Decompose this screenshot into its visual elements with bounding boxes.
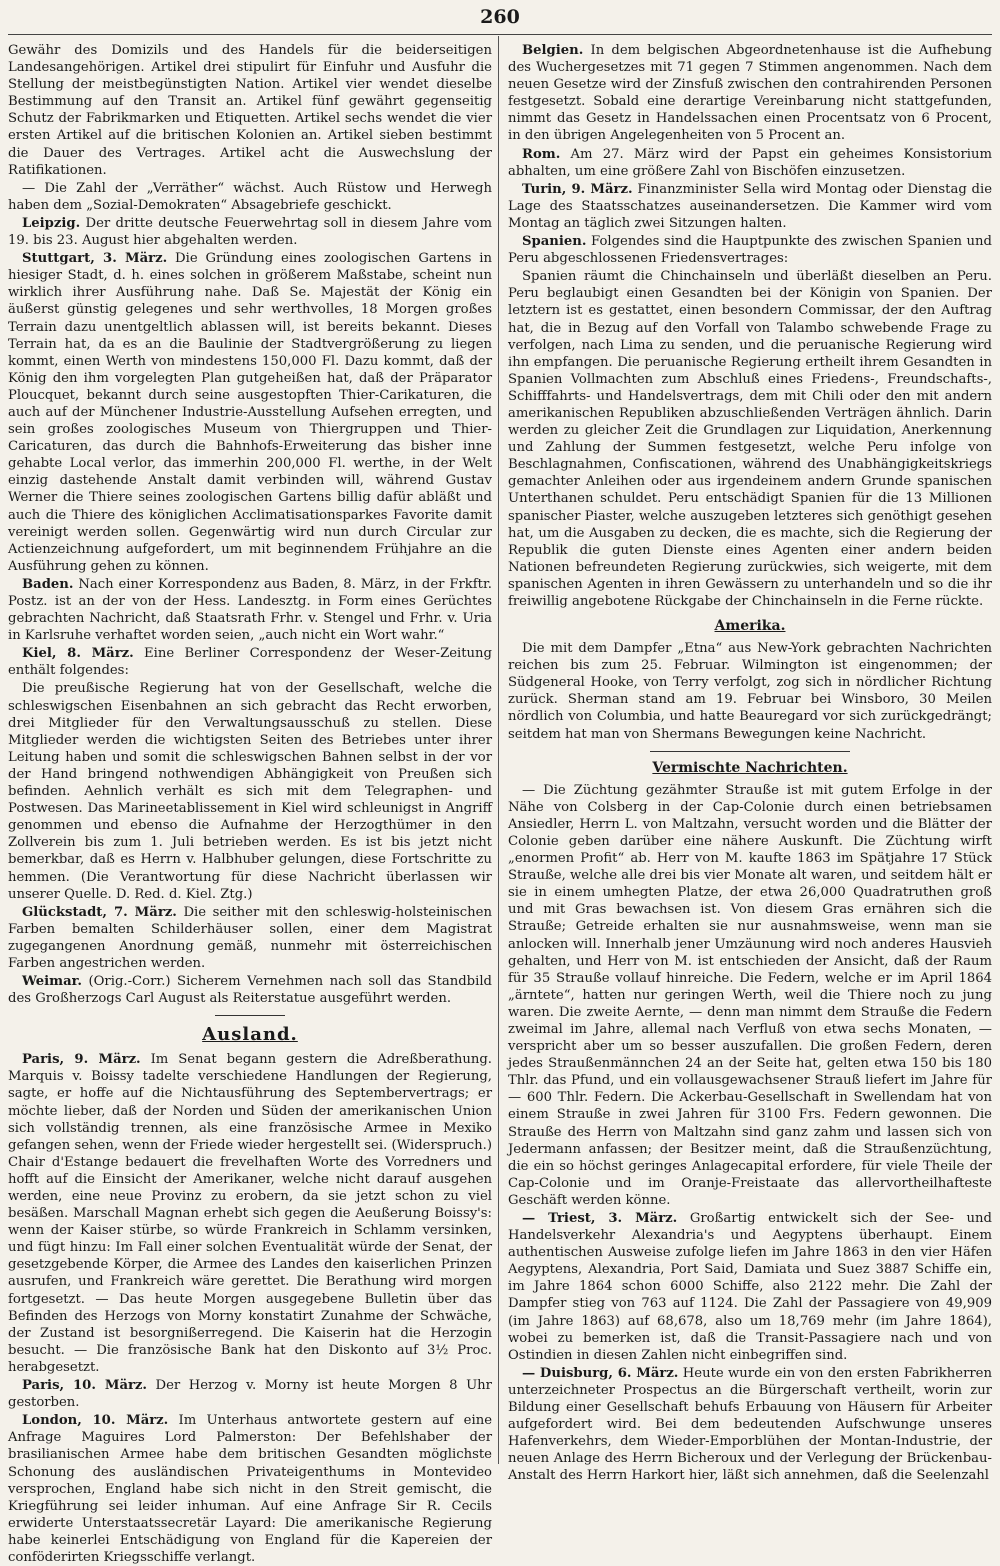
dateline-weimar: Weimar. bbox=[22, 974, 82, 990]
article-leipzig bbox=[8, 215, 492, 249]
glueckstadt-text: Die seither mit den schleswig-holsteinischen Farben bemalten Schilderhäuser sollen, einer dem Magistrat zugegangenen Anordnung gemäß, nunmehr mit österreichischen Farben angestrichen werden. bbox=[8, 904, 492, 971]
dateline-baden: Baden. bbox=[22, 576, 74, 592]
paris-1-text: Im Senat begann gestern die Adreßberathung. Marquis v. Boissy tadelte verschiedene Handlungen der Regierung, sagte, er hoffe auf die Nichtausführung des Septembervertrags; er möchte lieber, daß der Norden und Süden der amerikanischen Union sich vollständig trennen, als eine französische Armee in Mexiko gefangen sehen, wenn der Friede wieder hergestellt sei. (Widerspruch.) Chair d'Estange bedauert die frevelhaften Worte des Vorredners und hofft auf die Einsicht der Amerikaner, welche nicht darauf ausgehen werden, eine neue Provinz zu erobern, da sie jetzt schon zu viel besäßen. Marschall Magnan erhebt sich gegen die Aeußerung Boissy's: wenn der Kaiser stürbe, so würde Frankreich in Schlamm versinken, und fügt hinzu: Im Fall einer solchen Eventualität würde der Senat, der gesetzgebende Körper, die Armee des Landes den kaiserlichen Prinzen ausrufen, und Frankreich wäre gerettet. Die Berathung wird morgen fortgesetzt. — Das heute Morgen ausgegebene Bulletin über das Befinden des Herzogs von Morny konstatirt Zunahme der Schwäche, der Zustand ist besorgnißerregend. Die Kaiserin hat die Herzogin besucht. — Die französische Bank hat den Diskonto auf 3½ Proc. herabgesetzt. bbox=[8, 1052, 492, 1375]
heading-amerika: Amerika. bbox=[714, 618, 786, 635]
baden-text: Nach einer Korrespondenz aus Baden, 8. März, in der Frkftr. Postz. ist an der von der Hess. Landesztg. in Form eines Gerüchtes gebrachten Nachricht, daß Staatsrath Frhr. v. Stengel und Frhr. v. Uria in Karlsruhe verhaftet worden seien, „auch nicht ein Wort wahr.“ bbox=[8, 576, 492, 644]
kiel-quote: Die preußische Regierung hat von der Gesellschaft, welche die schleswigschen Eisenbahnen an sich gebracht das Recht erworben, drei Mitglieder für den Verwaltungsausschuß zu stellen. Diese Mitglieder werden die wichtigsten Seiten des Betriebes unter ihrer Leitung haben und somit die schleswigschen Bahnen selbst in der vor der Hand bringend nothwendigen Abhängigkeit von Preußen sich befinden. Aehnlich verhält es sich mit dem Telegraphen- und Postwesen. Das Marineetablissement in Kiel wird schleunigst in Angriff genommen und ebenso die Aufnahme der Herzogthümer in den Zollverein bis zum 1. Juli betrieben werden. Es ist bis jetzt nicht bemerkbar, daß es Herrn v. Halbhuber gelungen, diese Fortschritte zu hemmen. (Die Verantwortung für diese Nachricht überlassen wir unserer Quelle. D. Red. d. Kiel. Ztg.) bbox=[8, 681, 492, 902]
article-duisburg bbox=[508, 1365, 992, 1485]
weimar-text: (Orig.-Corr.) Sicherem Vernehmen nach soll das Standbild des Großherzogs Carl August als Reiterstatue ausgeführt werden. bbox=[8, 974, 492, 1007]
dateline-rom: Rom. bbox=[522, 146, 561, 162]
left-column bbox=[8, 42, 492, 1565]
article-belgien bbox=[508, 42, 992, 145]
dateline-triest: — Triest, 3. März. bbox=[522, 1211, 678, 1226]
article-amerika: Die mit dem Dampfer „Etna“ aus New-York gebrachten Nachrichten reichen bis zum 25. Februar. Wilmington ist eingenommen; der Südgeneral Hooke, von Terry verfolgt, zog sich in nördlicher Richtung zurück. Sherman stand am 19. Februar bei Winsboro, 30 Meilen nördlich von Columbia, und hatte Beauregard vor sich zurückgedrängt; seitdem hat man von Shermans Bewegungen keine Nachricht. bbox=[508, 641, 992, 742]
article-rom bbox=[508, 146, 992, 180]
london-text: Im Unterhaus antwortete gestern auf eine Anfrage Maguires Lord Palmerston: Der Befehlshaber der brasilianischen Armee habe dem britischen Gesandten möglichste Schonung des ausländischen Privateigenthums in Montevideo versprochen, England habe sich nicht in den Streit gemischt, die Kriegführung sei leider inhuman. Auf eine Anfrage Sir R. Cecils erwiderte Unterstaatssecretär Layard: Die amerikanische Regierung habe keinerlei Entschädigung von England für die Kapereien der conföderirten Kriegsschiffe verlangt. bbox=[8, 1413, 492, 1565]
verraether-paragraph: — Die Zahl der „Verräther“ wächst. Auch Rüstow und Herwegh haben dem „Sozial-Demokraten“ Absagebriefe geschickt. bbox=[8, 180, 492, 213]
section-separator-right bbox=[650, 751, 850, 752]
duisburg-text: Heute wurde ein von den ersten Fabrikherren unterzeichneter Prospectus an die Bürgerschaft vertheilt, worin zur Bildung einer Gesellschaft behufs Erbauung von Häusern für Arbeiter aufgefordert wird. Bei dem bedeutenden Aufschwunge unseres Hafenverkehrs, dem Wieder-Emporblühen der Montan-Industrie, der neuen Anlage des Herrn Bicheroux und der Verlegung der Brückenbau-Anstalt des Herrn Harkort hier, läßt sich annehmen, daß die Seelenzahl bbox=[508, 1365, 992, 1484]
article-paris-2 bbox=[8, 1377, 492, 1411]
column-divider bbox=[498, 36, 499, 1464]
dateline-glueckstadt: Glückstadt, 7. März. bbox=[22, 904, 177, 920]
article-paris-1 bbox=[8, 1051, 492, 1376]
treaty-articles-paragraph: Gewähr des Domizils und des Handels für die beiderseitigen Landesangehörigen. Artikel drei stipulirt für Einfuhr und Ausfuhr die Stellung der meistbegünstigten Nation. Artikel vier wendet dieselbe Bestimmung auf den Transit an. Artikel fünf gewährt gegenseitig Schutz der Fabrikmarken und Etiquetten. Artikel sechs wendet die vier ersten Artikel auf die britischen Kolonien an. Artikel sieben bestimmt die Dauer des Vertrages. Artikel acht die Auswechslung der Ratifikationen. bbox=[8, 43, 492, 178]
turin-text: Finanzminister Sella wird Montag oder Dienstag die Lage des Staatsschatzes auseinandersetzen. Die Kammer wird vom Montag an täglich zwei Sitzungen halten. bbox=[508, 181, 992, 231]
article-weimar bbox=[8, 973, 492, 1007]
dateline-belgien: Belgien. bbox=[522, 43, 584, 58]
dateline-paris-1: Paris, 9. März. bbox=[22, 1052, 141, 1068]
dateline-stuttgart: Stuttgart, 3. März. bbox=[22, 251, 168, 267]
dateline-leipzig: Leipzig. bbox=[22, 215, 81, 231]
dateline-turin: Turin, 9. März. bbox=[522, 181, 633, 197]
stuttgart-text: Die Gründung eines zoologischen Gartens in hiesiger Stadt, d. h. eines solchen in größerem Maßstabe, scheint nun wirklich ihrer Ausführung nahe. Daß Se. Majestät der König ein äußerst günstig gelegenes und sehr werthvolles, 18 Morgen großes Terrain dazu unentgeltlich ablassen will, ist bereits bekannt. Dieses Terrain hat, da es an die Baulinie der Stadtvergrößerung zu liegen kommt, einen Werth von mindestens 150,000 Fl. Dazu kommt, daß der König den ihm vorgelegten Plan gutgeheißen hat, daß der Präparator Ploucquet, bekannt durch seine ausgestopften Thier-Carikaturen, die auch auf der Münchener Industrie-Ausstellung Aufsehen erregten, und sein großes zoologisches Museum von Thiergruppen und Thier-Caricaturen, das durch die Bahnhofs-Erweiterung das bisher inne gehabte Local verlor, das immerhin 200,000 Fl. werthe, in der Welt einzig dastehende Anstalt damit verbinden will, während Gustav Werner die Thiere seines zoologischen Gartens billig dafür abläßt und auch die Thiere des königlichen Acclimatisationsparkes Favorite damit vereinigt werden sollen. Gegenwärtig wird nun durch Circular zur Actienzeichnung aufgefordert, um mit beginnendem Frühjahre an die Ausführung gehen zu können. bbox=[8, 251, 492, 574]
belgien-text: In dem belgischen Abgeordnetenhause ist die Aufhebung des Wuchergesetzes mit 71 gegen 7 Stimmen angenommen. Nach dem neuen Gesetze wird der Zinsfuß zwischen den contrahirenden Personen festgesetzt. Sobald eine derartige Vereinbarung nicht stattgefunden, nimmt das Gesetz in Handelssachen einen Procentsatz von 6 Procent, in den übrigen Angelegenheiten von 5 Procent an. bbox=[508, 43, 992, 144]
article-turin bbox=[508, 181, 992, 232]
article-glueckstadt bbox=[8, 904, 492, 972]
dateline-kiel: Kiel, 8. März. bbox=[22, 646, 134, 662]
spanien-quote: Spanien räumt die Chinchainseln und überläßt dieselben an Peru. Peru beglaubigt einen Gesandten bei der Königin von Spanien. Der letztern ist es gestattet, einen besondern Commissar, der den Auftrag hat, die in Bezug auf den Vorfall von Talambo schwebende Frage zu verfolgen, nach Lima zu senden, und die peruanische Regierung wird ihn empfangen. Die peruanische Regierung ertheilt ihrem Gesandten in Spanien Vollmachten zum Abschluß eines Friedens-, Freundschafts-, Schifffahrts- und Handelsvertrags, dem mit Chili oder den mit andern amerikanischen Republiken abzuschließenden Verträgen ähnlich. Darin werden zu gleicher Zeit die Grundlagen zur Liquidation, Anerkennung und Zahlung der Summen festgesetzt, welche Peru infolge von Beschlagnahmen, Confiscationen, während des Unabhängigkeitskriegs gemachter Anleihen oder aus irgendeinem andern Grunde spanischen Unterthanen schuldet. Peru entschädigt Spanien für die 13 Millionen spanischer Piaster, welche auszugeben letzteres sich genöthigt gesehen hat, um die Ausgaben zu decken, die es machte, sich die Regierung der Republik die guten Dienste eines Agenten einer andern beiden Nationen befreundeten Regierung zurückwies, sich weigerte, mit dem spanischen Agenten in ihren Gewässern zu unterhandeln und so die ihr freiwillig angebotene Rückgabe der Chinchainseln in die Ferne rückte. bbox=[508, 269, 992, 609]
page-number: 260 bbox=[480, 6, 520, 28]
triest-text: Großartig entwickelt sich der See- und Handelsverkehr Alexandria's und Aegyptens überhaupt. Einem authentischen Ausweise zufolge liefen im Jahre 1863 in den vier Häfen Aegyptens, Alexandria, Port Said, Damiata und Suez 3887 Schiffe ein, im Jahre 1864 schon 6000 Schiffe, also 2122 mehr. Die Zahl der Dampfer stieg von 763 auf 1124. Die Zahl der Passagiere von 49,909 (im Jahre 1863) auf 68,678, also um 18,769 mehr (im Jahre 1864), wobei zu bemerken ist, daß die Transit-Passagiere nach und von Ostindien in diesen Zahlen nicht einbegriffen sind. bbox=[508, 1211, 992, 1363]
dateline-london: London, 10. März. bbox=[22, 1413, 169, 1429]
paris-2-text: Der Herzog v. Morny ist heute Morgen 8 Uhr gestorben. bbox=[8, 1378, 492, 1411]
article-stuttgart bbox=[8, 250, 492, 575]
rom-text: Am 27. März wird der Papst ein geheimes Konsistorium abhalten, um eine größere Zahl von Bischöfen einzusetzen. bbox=[508, 146, 992, 179]
header-rule bbox=[8, 34, 992, 35]
article-baden bbox=[8, 576, 492, 644]
heading-ausland: Ausland. bbox=[202, 1024, 298, 1046]
dateline-paris-2: Paris, 10. März. bbox=[22, 1378, 148, 1394]
article-spanien bbox=[508, 233, 992, 267]
article-kiel bbox=[8, 645, 492, 679]
kiel-text: Eine Berliner Correspondenz der Weser-Zeitung enthält folgendes: bbox=[8, 646, 492, 679]
dateline-duisburg: — Duisburg, 6. März. bbox=[522, 1365, 679, 1381]
leipzig-text: Der dritte deutsche Feuerwehrtag soll in diesem Jahre vom 19. bis 23. August hier abgehalten werden. bbox=[8, 215, 492, 249]
article-london bbox=[8, 1412, 492, 1566]
article-strausse: — Die Züchtung gezähmter Strauße ist mit gutem Erfolge in der Nähe von Colsberg in der Cap-Colonie durch einen betriebsamen Ansiedler, Herrn L. von Maltzahn, versucht worden und die Blätter der Colonie geben darüber eine nähere Auskunft. Die Züchtung wirft „enormen Profit“ ab. Herr von M. kaufte 1863 im Spätjahre 17 Stück Strauße, welche alle drei bis vier Monate alt waren, und seitdem hält er sie in einem umhegten Platze, der etwa 26,000 Quadratruthen groß und mit Gras bewachsen ist. Von diesem Gras ernähren sich die Strauße; Getreide erhalten sie nur ausnahmsweise, wenn man sie anlocken will. Innerhalb jener Umzäunung wird noch anderes Hausvieh gehalten, und Herr von M. ist entschieden der Ansicht, daß der Raum für 35 Strauße vollauf hinreiche. Die Federn, welche er im April 1864 „ärntete“, hatten nur geringen Werth, weil die Thiere noch zu jung waren. Die zweite Aernte, — denn man nimmt dem Strauße die Federn zweimal im Jahre, allemal nach Verfluß von etwa sechs Monaten, — verspricht aber um so besser auszufallen. Die großen Federn, deren jedes Straußenmännchen 24 an der Seite hat, gelten etwa 150 bis 180 Thlr. das Pfund, und ein vollausgewachsener Strauß liefert im Jahre für — 600 Thlr. Federn. Die Ackerbau-Gesellschaft in Swellendam hat von einem Strauße in zwei Jahren für 3100 Frs. Federn gewonnen. Die Strauße des Herrn von Maltzahn sind ganz zahm und lassen sich von Jedermann anfassen; der Besitzer meint, daß die Straußenzüchtung, die ein so höchst geringes Anlagecapital erfordere, für viele Theile der Cap-Colonie und im Oranje-Freistaate das allervortheilhafteste Geschäft werden könne. bbox=[508, 782, 992, 1208]
dateline-spanien: Spanien. bbox=[522, 234, 587, 250]
article-triest bbox=[508, 1210, 992, 1364]
right-column bbox=[508, 42, 992, 1484]
heading-vermischte: Vermischte Nachrichten. bbox=[652, 759, 848, 776]
section-separator bbox=[215, 1015, 285, 1016]
spanien-text: Folgendes sind die Hauptpunkte des zwischen Spanien und Peru abgeschlossenen Friedensvertrages: bbox=[508, 234, 992, 267]
